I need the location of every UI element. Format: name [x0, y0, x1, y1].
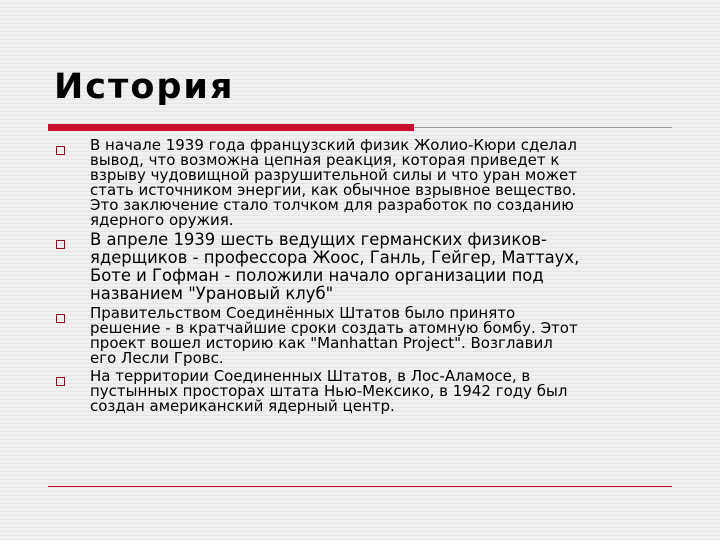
list-item — [56, 369, 672, 414]
bullet-text: В апреле 1939 шесть ведущих германских физиков- ядерщиков - профессора Жоос, Ганль, Гейгер, Маттаух, Боте и Гофман - положили начало организации под названием "Урановый клуб" — [90, 230, 580, 303]
bullet-text: На территории Соединенных Штатов, в Лос-Аламосе, в пустынных просторах штата Нью-Мексико, в 1942 году был создан американский ядерный центр. — [90, 367, 568, 415]
hollow-square-bullet-icon — [56, 240, 65, 249]
hollow-square-bullet-icon — [56, 314, 65, 323]
title-accent-bar — [48, 124, 414, 131]
list-item — [56, 231, 672, 303]
footer-divider-line — [48, 486, 672, 487]
bullet-text: Правительством Соединённых Штатов было принято решение - в кратчайшие сроки создать атомную бомбу. Этот проект вошел историю как "Manhattan Project". Возглавил его Лесли Гровс. — [90, 304, 578, 367]
bullet-text: В начале 1939 года французский физик Жолио-Кюри сделал вывод, что возможна цепная реакция, которая приведет к взрыву чудовищной разрушительной силы и что уран может стать источником энергии, как обычное взрывное вещество. Это заключение стало толчком для разработок по созданию ядерного оружия. — [90, 136, 578, 229]
hollow-square-bullet-icon — [56, 377, 65, 386]
slide-title: История — [54, 67, 235, 107]
bullet-list — [56, 138, 672, 417]
hollow-square-bullet-icon — [56, 146, 65, 155]
list-item — [56, 138, 672, 228]
list-item — [56, 306, 672, 366]
